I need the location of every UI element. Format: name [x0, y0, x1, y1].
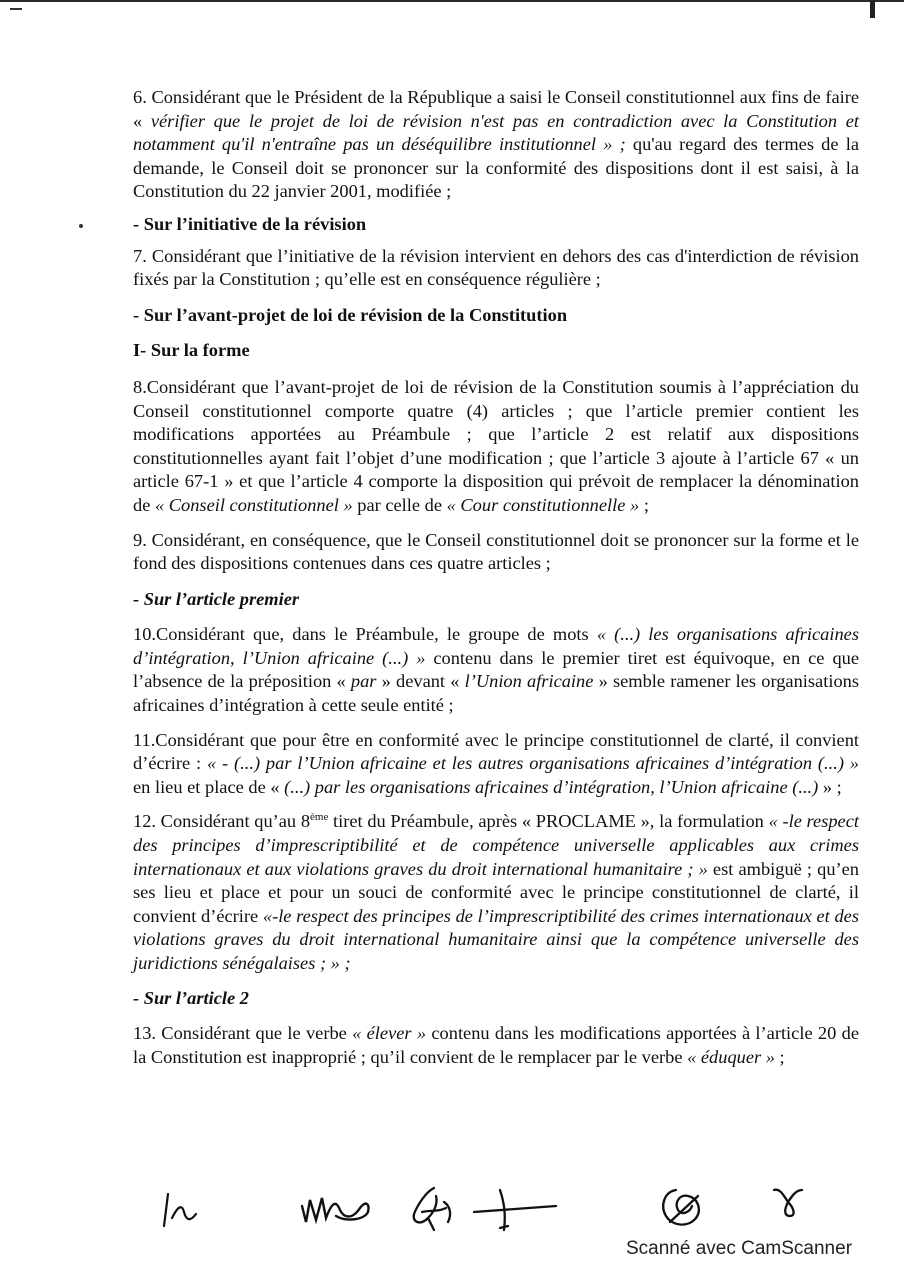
paragraph-7: 7. Considérant que l’initiative de la révision intervient en dehors des cas d'interdiction de révision fixés par la Constitution ; qu’elle est en conséquence régulière ;	[133, 245, 859, 290]
signature-3	[404, 1182, 464, 1237]
signature-4	[470, 1182, 560, 1237]
heading-avant-projet: - Sur l’avant-projet de loi de révision de la Constitution	[133, 304, 568, 325]
heading-initiative: - Sur l’initiative de la révision	[133, 213, 367, 234]
paragraph-6: 6. Considérant que le Président de la République a saisi le Conseil constitutionnel aux fins de faire « vérifier que le projet de loi de révision n'est pas en contradiction avec la Constitution et notamment qu'il n'entraîne pas un déséquilibre institutionnel » ; qu'au regard des termes de la demande, le Conseil doit se prononcer sur la conformité des dispositions dont il est saisi, à la Constitution du 22 janvier 2001, modifiée ;	[133, 87, 860, 202]
paragraph-12: 12. Considérant qu’au 8ème tiret du Préambule, après « PROCLAME », la formulation « -le respect des principes d’imprescriptibilité et de compétence universelle applicables aux crimes internationaux et aux violations graves du droit international humanitaire ; » est ambiguë ; qu’en ses lieu et place et pour un souci de conformité avec le principe constitutionnel de clarté, il convient d’écrire «-le respect des principes de l’imprescriptibilité des crimes internationaux et des violations graves du droit international humanitaire ainsi que la compétence universelle des juridictions sénégalaises ; » ;	[133, 811, 859, 973]
scan-dash-mark	[10, 8, 22, 10]
document-body	[133, 86, 859, 1069]
paragraph-13: 13. Considérant que le verbe « élever » contenu dans les modifications apportées à l’article 20 de la Constitution est inapproprié ; qu’il convient de le remplacer par le verbe « éduquer » ;	[133, 1023, 859, 1067]
heading-forme: I- Sur la forme	[133, 340, 250, 361]
paragraph-8: 8.Considérant que l’avant-projet de loi de révision de la Constitution soumis à l’appréciation du Conseil constitutionnel comporte quatre (4) articles ; que l’article premier contient les modifications apportées au Préambule ; que l’article 2 est relatif aux dispositions constitutionnelles ayant fait l’objet d’une modification ; que l’article 3 ajoute à l’article 67 « un article 67-1 » et que l’article 4 comporte la disposition qui prévoit de remplacer la dénomination de « Conseil constitutionnel » par celle de « Cour constitutionnelle » ;	[133, 376, 859, 515]
scan-dot	[79, 224, 83, 228]
paragraph-9: 9. Considérant, en conséquence, que le Conseil constitutionnel doit se prononcer sur la forme et le fond des dispositions contenues dans ces quatre articles ;	[133, 529, 859, 574]
signature-2	[296, 1182, 376, 1232]
heading-article-2: - Sur l’article 2	[133, 987, 249, 1008]
scan-corner-mark	[870, 0, 875, 18]
signature-1	[160, 1182, 210, 1232]
signature-6	[770, 1182, 806, 1222]
camscanner-watermark: Scanné avec CamScanner	[626, 1238, 853, 1259]
scan-top-edge	[0, 0, 904, 2]
paragraph-10: 10.Considérant que, dans le Préambule, le groupe de mots « (...) les organisations africaines d’intégration, l’Union africaine (...) » contenu dans le premier tiret est équivoque, en ce que l’absence de la préposition « par » devant « l’Union africaine » semble ramener les organisations africaines d’intégration à cette seule entité ;	[133, 624, 860, 716]
signature-5	[654, 1182, 714, 1237]
heading-article-premier: - Sur l’article premier	[133, 588, 300, 609]
signatures-row	[0, 1182, 904, 1242]
paragraph-11: 11.Considérant que pour être en conformité avec le principe constitutionnel de clarté, il convient d’écrire : « - (...) par l’Union africaine et les autres organisations africaines d’intégration (...) » en lieu et place de « (...) par les organisations africaines d’intégration, l’Union africaine (...) » ;	[133, 729, 859, 797]
